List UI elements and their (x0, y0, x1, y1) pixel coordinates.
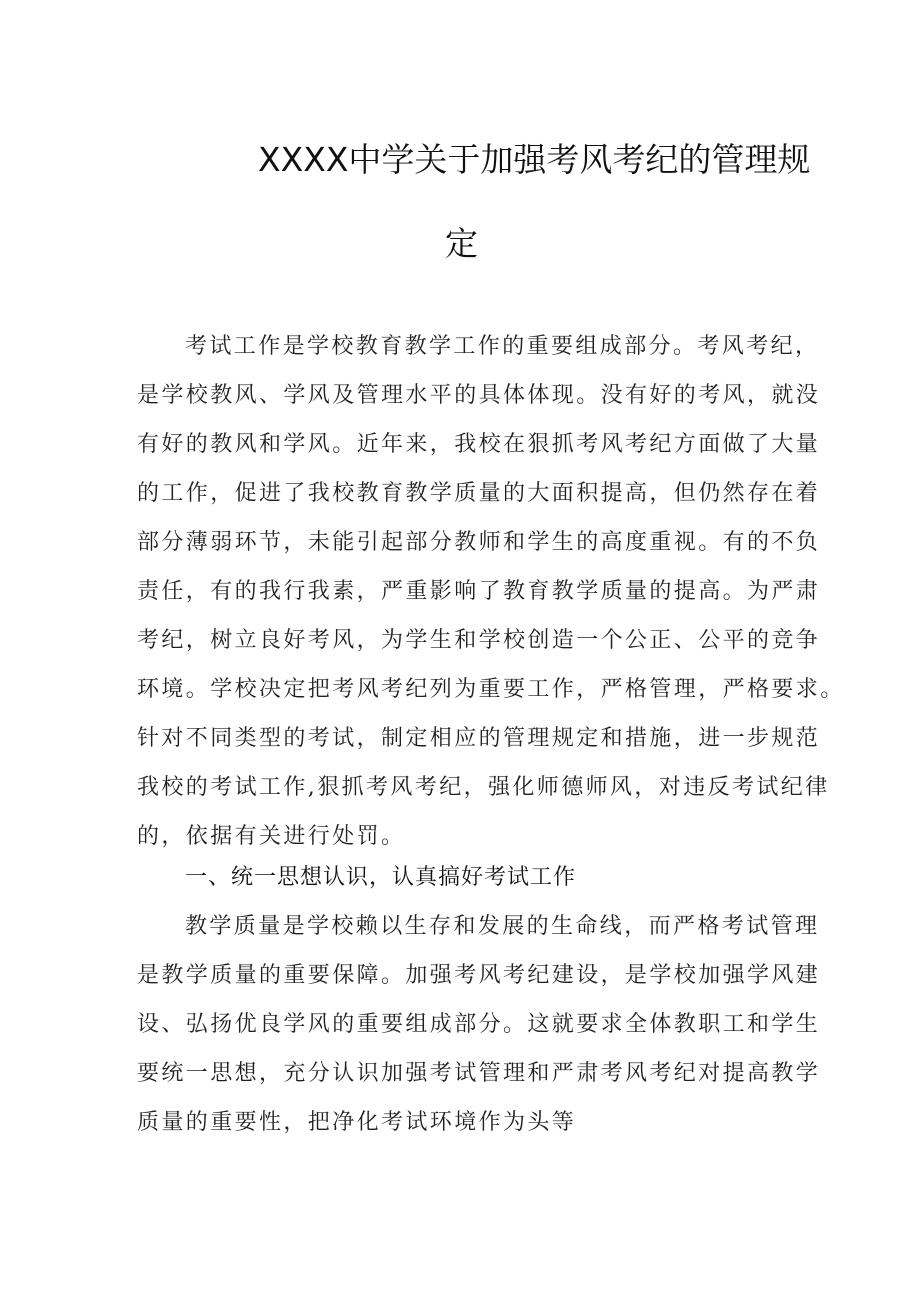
paragraph-line: 针对不同类型的考试，制定相应的管理规定和措施，进一步规范 (137, 726, 821, 751)
paragraph-line: 是学校教风、学风及管理水平的具体体现。没有好的考风，就没 (137, 383, 821, 408)
paragraph-line: 考纪，树立良好考风，为学生和学校创造一个公正、公平的竞争 (137, 628, 821, 653)
paragraph-line: 我校的考试工作,狠抓考风考纪，强化师德师风，对违反考试纪律 (137, 775, 830, 800)
paragraph-line: 质量的重要性，把净化考试环境作为头等 (137, 1110, 577, 1135)
paragraph-line: 的，依据有关进行处罚。 (137, 824, 406, 849)
paragraph-line: 的工作，促进了我校教育教学质量的大面积提高，但仍然存在着 (137, 481, 821, 506)
paragraph-line: 要统一思想，充分认识加强考试管理和严肃考风考纪对提高教学 (137, 1061, 821, 1086)
paragraph-line: 考试工作是学校教育教学工作的重要组成部分。考风考纪， (185, 334, 820, 359)
paragraph-line: 有好的教风和学风。近年来，我校在狠抓考风考纪方面做了大量 (137, 432, 821, 457)
paragraph-line: 是教学质量的重要保障。加强考风考纪建设，是学校加强学风建 (137, 963, 821, 988)
paragraph-line: 部分薄弱环节，未能引起部分教师和学生的高度重视。有的不负 (137, 530, 821, 555)
section-heading: 一、统一思想认识，认真搞好考试工作 (185, 865, 577, 890)
paragraph-line: 环境。学校决定把考风考纪列为重要工作，严格管理，严格要求。 (137, 677, 845, 702)
paragraph-line: 教学质量是学校赖以生存和发展的生命线，而严格考试管理 (185, 914, 820, 939)
document-title-line-2: 定 (445, 224, 478, 263)
document-title-line-1: XXXX中学关于加强考风考纪的管理规 (258, 140, 811, 179)
paragraph-line: 设、弘扬优良学风的重要组成部分。这就要求全体教职工和学生 (137, 1012, 821, 1037)
paragraph-line: 责任，有的我行我素，严重影响了教育教学质量的提高。为严肃 (137, 579, 821, 604)
